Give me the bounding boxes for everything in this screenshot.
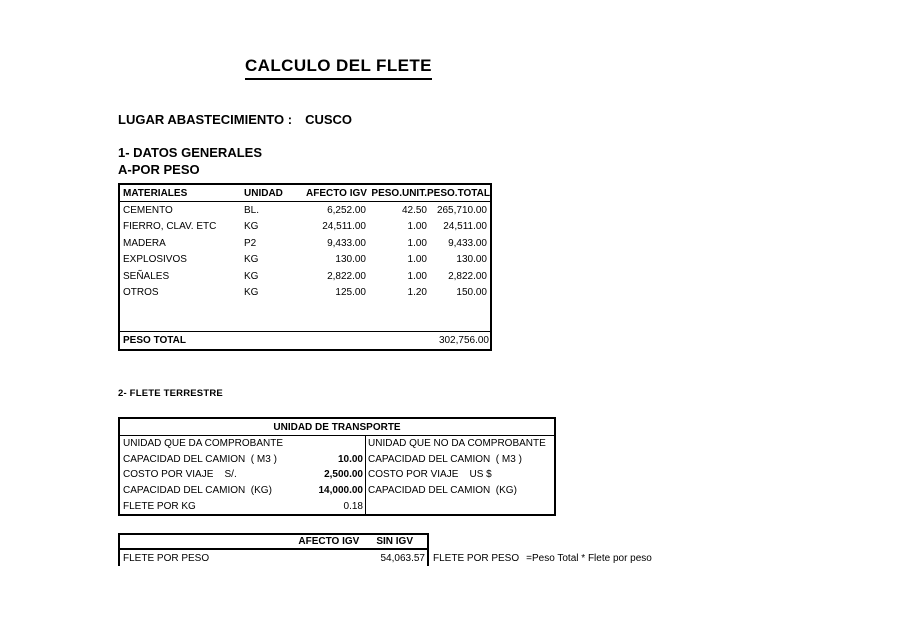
note-formula: =Peso Total * Flete por peso <box>526 552 652 564</box>
transport-table-title: UNIDAD DE TRANSPORTE <box>120 419 554 436</box>
left-column-header: UNIDAD QUE DA COMPROBANTE <box>123 438 284 450</box>
cell-afecto-igv: 24,511.00 <box>322 221 366 233</box>
table-row-empty <box>366 498 554 514</box>
section-heading-datos-generales: 1- DATOS GENERALES <box>118 145 262 160</box>
column-header-afecto-igv: AFECTO IGV <box>306 187 367 199</box>
cell-unit: P2 <box>244 237 257 249</box>
transport-left-column <box>120 436 366 514</box>
table-row <box>120 452 365 468</box>
table-row <box>120 219 490 236</box>
total-value: 302,756.00 <box>438 335 489 346</box>
row-label: COSTO POR VIAJE US $ <box>368 469 492 481</box>
total-label: PESO TOTAL <box>123 335 186 346</box>
row-value: 10.00 <box>337 453 363 465</box>
cell-peso-total: 150.00 <box>456 287 487 299</box>
cell-material: CEMENTO <box>123 204 173 216</box>
row-label: CAPACIDAD DEL CAMION ( M3 ) <box>368 453 522 465</box>
cell-unit: KG <box>244 221 259 233</box>
table-row <box>120 498 365 514</box>
cell-afecto-igv: 125.00 <box>335 287 366 299</box>
table-row <box>120 235 490 252</box>
cell-afecto-igv: 9,433.00 <box>327 237 366 249</box>
row-label: COSTO POR VIAJE S/. <box>123 469 237 481</box>
cell-afecto-igv: 130.00 <box>335 254 366 266</box>
cell-peso-total: 130.00 <box>456 254 487 266</box>
materials-table <box>118 183 492 351</box>
table-row <box>366 436 554 452</box>
cell-peso-total: 24,511.00 <box>443 221 487 233</box>
subsection-heading-por-peso: A-POR PESO <box>118 162 200 177</box>
cell-peso-total: 2,822.00 <box>448 270 487 282</box>
cell-unit: KG <box>244 287 259 299</box>
flete-formula-note <box>433 550 652 566</box>
table-row <box>120 467 365 483</box>
row-value: 0.18 <box>343 500 363 512</box>
flete-summary-row <box>118 550 429 566</box>
row-label: FLETE POR KG <box>123 500 196 512</box>
row-label: CAPACIDAD DEL CAMION ( M3 ) <box>123 453 277 465</box>
cell-peso-unit: 1.00 <box>407 254 427 266</box>
cell-peso-total: 265,710.00 <box>436 204 487 216</box>
materials-table-empty-space <box>120 301 490 331</box>
cell-material: OTROS <box>123 287 159 299</box>
table-row <box>120 268 490 285</box>
column-header-materiales: MATERIALES <box>123 187 188 199</box>
cell-peso-unit: 1.00 <box>407 270 427 282</box>
column-header-sin-igv: SIN IGV <box>376 536 413 547</box>
table-row <box>120 483 365 499</box>
flete-summary-header <box>118 533 429 550</box>
row-value: 2,500.00 <box>324 469 363 481</box>
cell-unit: KG <box>244 254 259 266</box>
cell-unit: KG <box>244 270 259 282</box>
flete-por-peso-value: 54,063.57 <box>380 552 425 564</box>
column-header-unidad: UNIDAD <box>244 187 283 199</box>
column-header-peso-total: PESO.TOTAL <box>427 187 490 199</box>
flete-por-peso-label: FLETE POR PESO <box>123 552 210 564</box>
cell-peso-unit: 1.00 <box>407 221 427 233</box>
table-row <box>120 436 365 452</box>
table-row <box>366 467 554 483</box>
cell-afecto-igv: 2,822.00 <box>327 270 366 282</box>
cell-material: SEÑALES <box>123 270 170 282</box>
row-label: CAPACIDAD DEL CAMION (KG) <box>123 485 272 497</box>
column-header-afecto-igv: AFECTO IGV <box>298 536 360 547</box>
column-header-peso-unit: PESO.UNIT. <box>371 187 427 199</box>
transport-table <box>118 417 556 516</box>
cell-material: MADERA <box>123 237 166 249</box>
table-row <box>120 202 490 219</box>
table-row <box>120 252 490 269</box>
cell-afecto-igv: 6,252.00 <box>327 204 366 216</box>
page-title: CALCULO DEL FLETE <box>245 56 432 80</box>
row-label: CAPACIDAD DEL CAMION (KG) <box>368 485 517 497</box>
table-row <box>366 452 554 468</box>
cell-unit: BL. <box>244 204 260 216</box>
cell-peso-total: 9,433.00 <box>448 237 487 249</box>
materials-table-total-row <box>120 331 490 349</box>
table-row <box>366 483 554 499</box>
row-value: 14,000.00 <box>318 485 363 497</box>
section-heading-flete-terrestre: 2- FLETE TERRESTRE <box>118 388 223 399</box>
right-column-header: UNIDAD QUE NO DA COMPROBANTE <box>368 438 546 450</box>
cell-peso-unit: 1.20 <box>407 287 427 299</box>
transport-table-body <box>120 436 554 514</box>
cell-material: FIERRO, CLAV. ETC <box>123 221 217 233</box>
table-row <box>120 285 490 302</box>
materials-table-header <box>120 185 490 202</box>
note-label: FLETE POR PESO <box>433 552 520 564</box>
cell-material: EXPLOSIVOS <box>123 254 187 266</box>
supply-location-line <box>118 112 352 127</box>
supply-location-label: LUGAR ABASTECIMIENTO : <box>118 112 293 127</box>
cell-peso-unit: 1.00 <box>407 237 427 249</box>
cell-peso-unit: 42.50 <box>401 204 427 216</box>
transport-right-column <box>366 436 554 514</box>
supply-location-value: CUSCO <box>305 112 353 127</box>
